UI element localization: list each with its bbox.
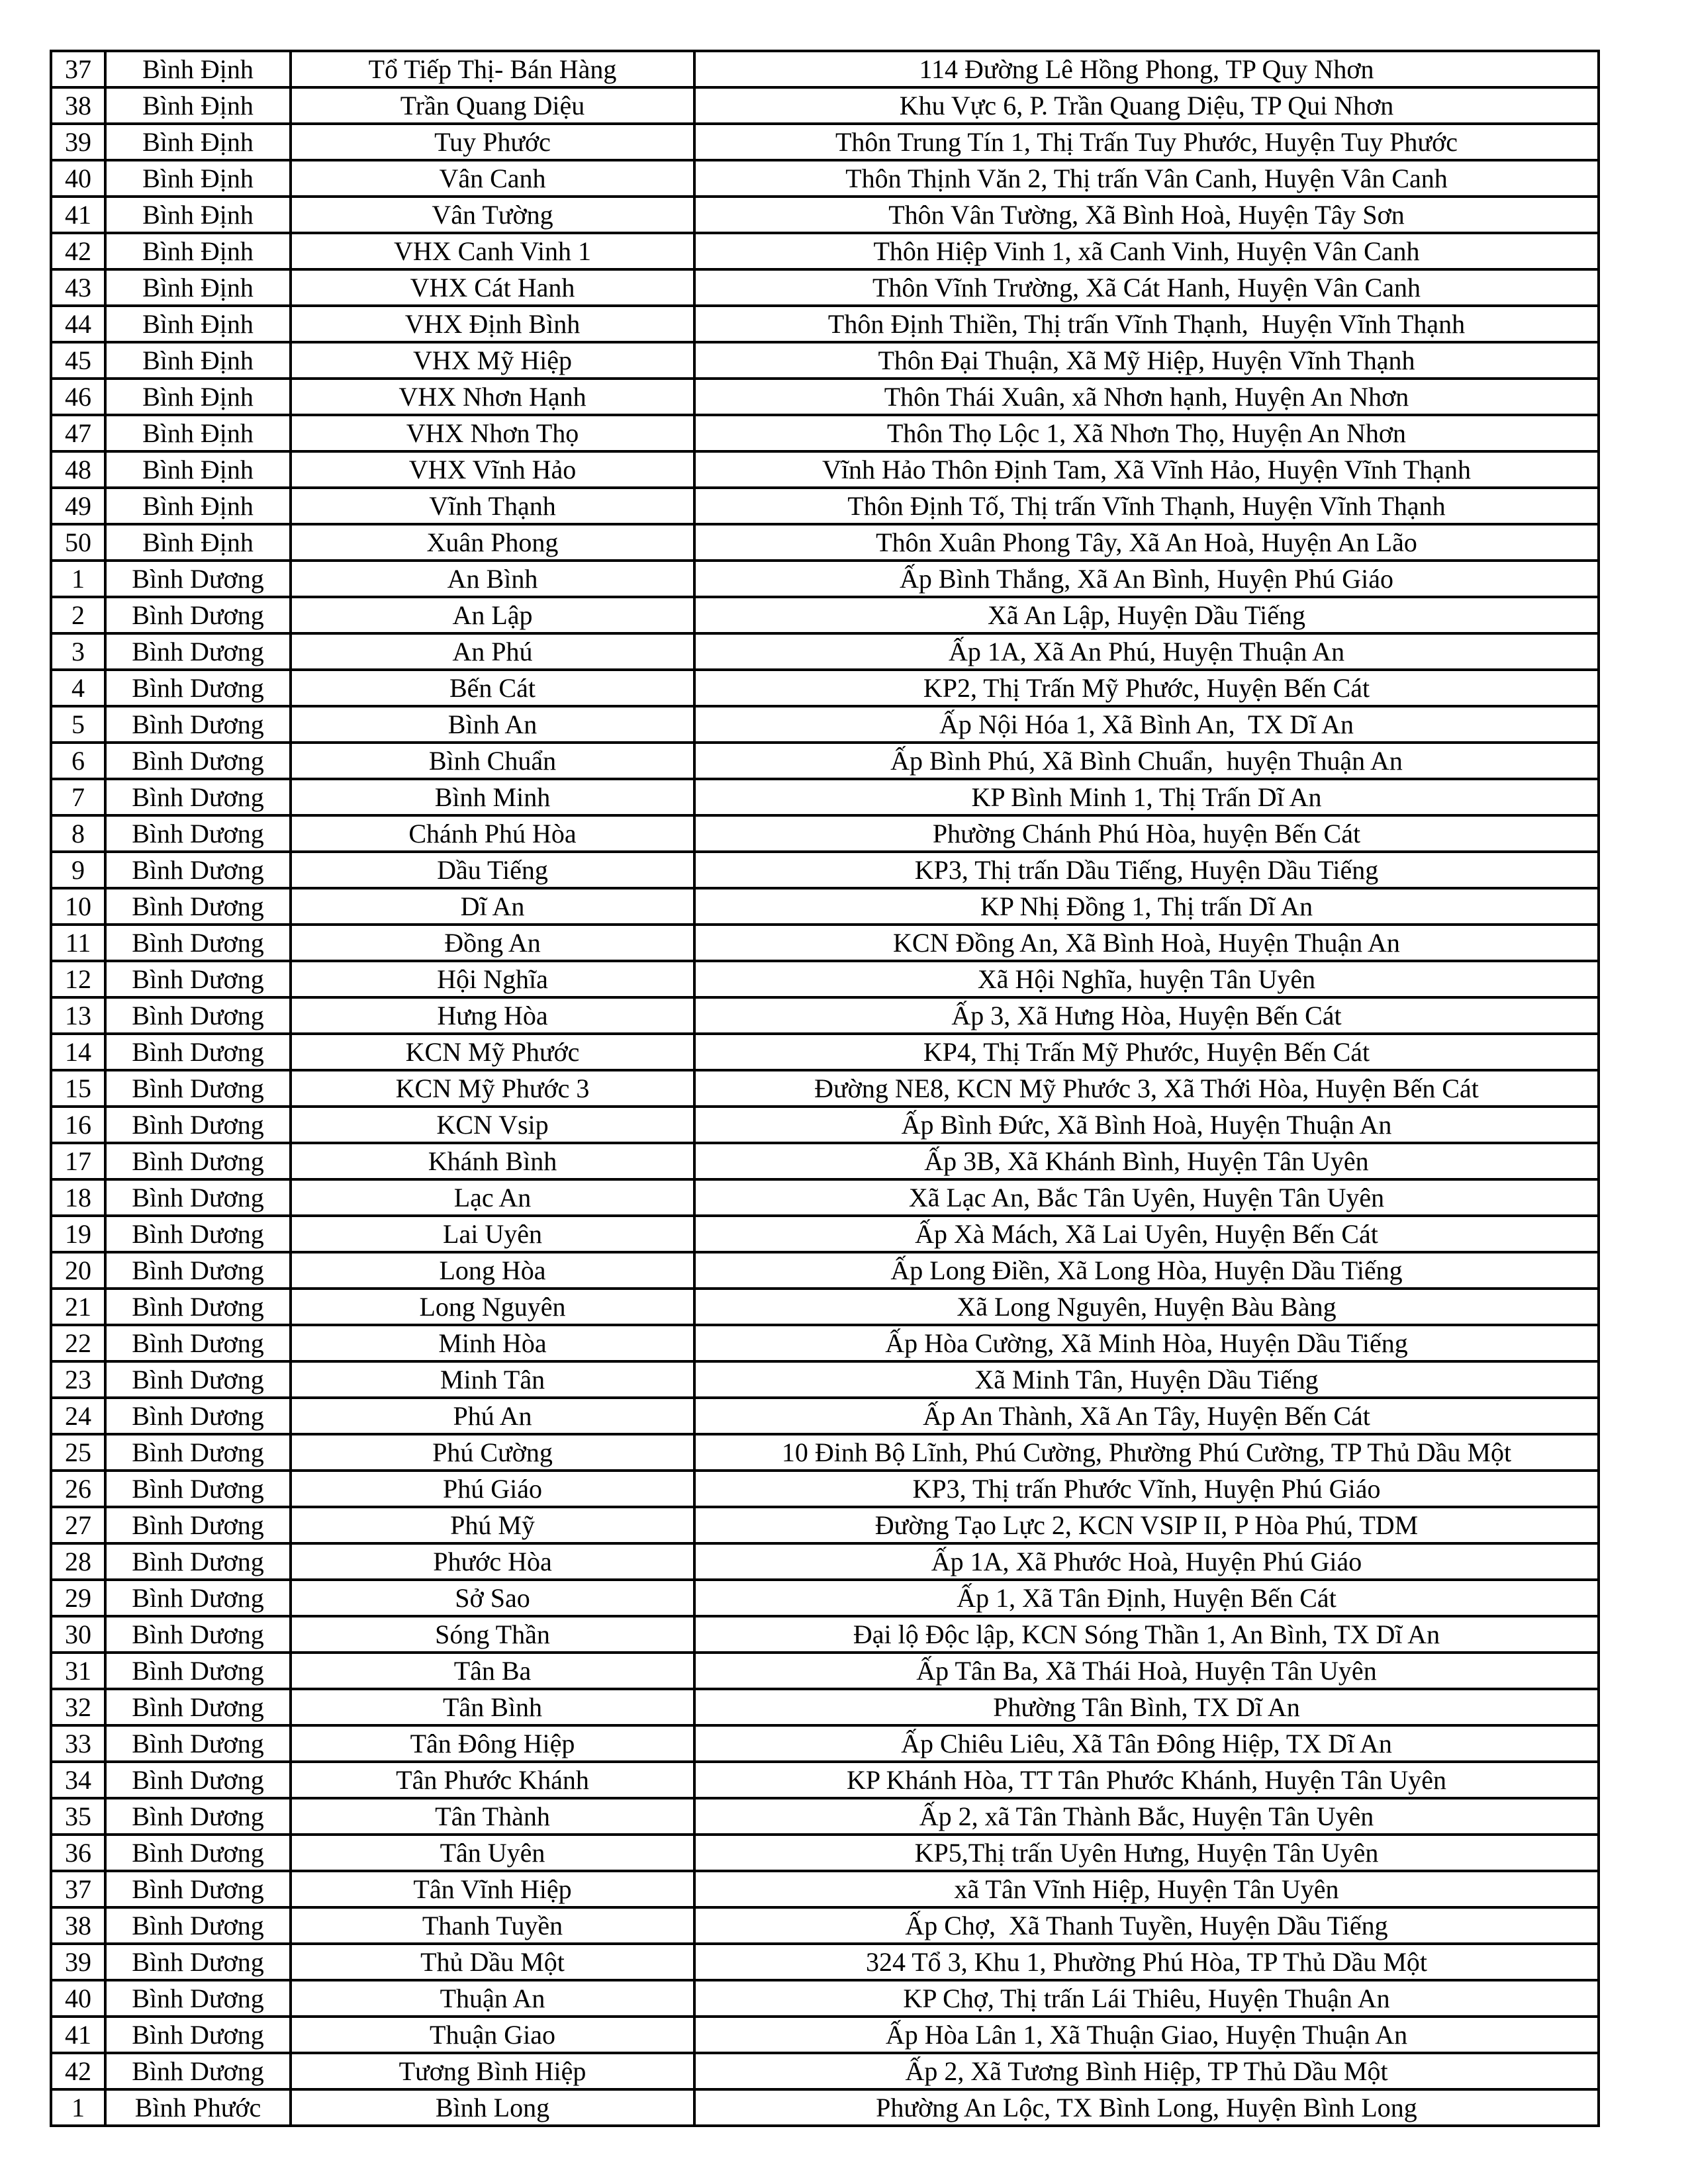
address-cell: Ấp Hòa Cường, Xã Minh Hòa, Huyện Dầu Tiếng	[694, 1325, 1599, 1361]
location-name-cell: KCN Mỹ Phước	[291, 1034, 694, 1070]
address-cell: Ấp Chiêu Liêu, Xã Tân Đông Hiệp, TX Dĩ An	[694, 1725, 1599, 1762]
address-cell: Thôn Hiệp Vinh 1, xã Canh Vinh, Huyện Vân Canh	[694, 233, 1599, 269]
province-cell: Bình Dương	[105, 1361, 291, 1398]
province-cell: Bình Định	[105, 160, 291, 197]
row-index-cell: 19	[51, 1216, 105, 1252]
province-cell: Bình Dương	[105, 1070, 291, 1107]
address-cell: Ấp 1, Xã Tân Định, Huyện Bến Cát	[694, 1580, 1599, 1616]
table-row	[51, 524, 1599, 561]
row-index-cell: 48	[51, 451, 105, 488]
row-index-cell: 20	[51, 1252, 105, 1289]
row-index-cell: 40	[51, 160, 105, 197]
address-cell: Ấp Bình Phú, Xã Bình Chuẩn, huyện Thuận An	[694, 743, 1599, 779]
province-cell: Bình Định	[105, 451, 291, 488]
table-row	[51, 1361, 1599, 1398]
province-cell: Bình Dương	[105, 815, 291, 852]
address-cell: KP Khánh Hòa, TT Tân Phước Khánh, Huyện Tân Uyên	[694, 1762, 1599, 1798]
province-cell: Bình Dương	[105, 1616, 291, 1653]
province-cell: Bình Dương	[105, 888, 291, 925]
location-name-cell: Tân Vĩnh Hiệp	[291, 1871, 694, 1907]
row-index-cell: 39	[51, 124, 105, 160]
row-index-cell: 33	[51, 1725, 105, 1762]
row-index-cell: 7	[51, 779, 105, 815]
row-index-cell: 50	[51, 524, 105, 561]
province-cell: Bình Dương	[105, 743, 291, 779]
row-index-cell: 44	[51, 306, 105, 342]
location-name-cell: VHX Cát Hanh	[291, 269, 694, 306]
table-row	[51, 124, 1599, 160]
table-row	[51, 1289, 1599, 1325]
address-cell: Thôn Định Tố, Thị trấn Vĩnh Thạnh, Huyện Vĩnh Thạnh	[694, 488, 1599, 524]
table-row	[51, 1107, 1599, 1143]
row-index-cell: 14	[51, 1034, 105, 1070]
row-index-cell: 46	[51, 379, 105, 415]
location-name-cell: VHX Định Bình	[291, 306, 694, 342]
location-name-cell: Dầu Tiếng	[291, 852, 694, 888]
table-row	[51, 997, 1599, 1034]
table-row	[51, 743, 1599, 779]
address-cell: Ấp Long Điền, Xã Long Hòa, Huyện Dầu Tiếng	[694, 1252, 1599, 1289]
table-row	[51, 1835, 1599, 1871]
row-index-cell: 21	[51, 1289, 105, 1325]
location-name-cell: VHX Nhơn Hạnh	[291, 379, 694, 415]
table-row	[51, 561, 1599, 597]
table-row	[51, 2017, 1599, 2053]
row-index-cell: 45	[51, 342, 105, 379]
location-name-cell: Hội Nghĩa	[291, 961, 694, 997]
row-index-cell: 47	[51, 415, 105, 451]
location-name-cell: Vân Tường	[291, 197, 694, 233]
province-cell: Bình Định	[105, 124, 291, 160]
province-cell: Bình Dương	[105, 1107, 291, 1143]
table-row	[51, 1507, 1599, 1543]
address-cell: Ấp Hòa Lân 1, Xã Thuận Giao, Huyện Thuận An	[694, 2017, 1599, 2053]
address-cell: Ấp 3, Xã Hưng Hòa, Huyện Bến Cát	[694, 997, 1599, 1034]
province-cell: Bình Dương	[105, 1034, 291, 1070]
location-name-cell: Phú Giáo	[291, 1471, 694, 1507]
location-name-cell: Tân Uyên	[291, 1835, 694, 1871]
address-cell: KP3, Thị trấn Dầu Tiếng, Huyện Dầu Tiếng	[694, 852, 1599, 888]
province-cell: Bình Dương	[105, 1580, 291, 1616]
province-cell: Bình Dương	[105, 1798, 291, 1835]
province-cell: Bình Dương	[105, 670, 291, 706]
location-name-cell: Tuy Phước	[291, 124, 694, 160]
location-name-cell: Thuận An	[291, 1980, 694, 2017]
row-index-cell: 22	[51, 1325, 105, 1361]
address-cell: Thôn Thái Xuân, xã Nhơn hạnh, Huyện An Nhơn	[694, 379, 1599, 415]
location-name-cell: Chánh Phú Hòa	[291, 815, 694, 852]
address-cell: 324 Tổ 3, Khu 1, Phường Phú Hòa, TP Thủ Dầu Một	[694, 1944, 1599, 1980]
location-name-cell: An Lập	[291, 597, 694, 633]
table-row	[51, 1907, 1599, 1944]
address-cell: Ấp Bình Thắng, Xã An Bình, Huyện Phú Giáo	[694, 561, 1599, 597]
table-row	[51, 1616, 1599, 1653]
province-cell: Bình Dương	[105, 1653, 291, 1689]
row-index-cell: 40	[51, 1980, 105, 2017]
location-name-cell: Tân Đông Hiệp	[291, 1725, 694, 1762]
address-cell: Ấp 2, xã Tân Thành Bắc, Huyện Tân Uyên	[694, 1798, 1599, 1835]
table-row	[51, 1034, 1599, 1070]
table-row	[51, 779, 1599, 815]
table-row	[51, 1689, 1599, 1725]
province-cell: Bình Dương	[105, 1398, 291, 1434]
location-name-cell: Tổ Tiếp Thị- Bán Hàng	[291, 51, 694, 87]
address-cell: KP3, Thị trấn Phước Vĩnh, Huyện Phú Giáo	[694, 1471, 1599, 1507]
table-row	[51, 160, 1599, 197]
province-cell: Bình Định	[105, 379, 291, 415]
table-row	[51, 233, 1599, 269]
location-name-cell: Phước Hòa	[291, 1543, 694, 1580]
location-name-cell: Phú An	[291, 1398, 694, 1434]
row-index-cell: 31	[51, 1653, 105, 1689]
address-cell: Khu Vực 6, P. Trần Quang Diệu, TP Qui Nhơn	[694, 87, 1599, 124]
address-cell: KP2, Thị Trấn Mỹ Phước, Huyện Bến Cát	[694, 670, 1599, 706]
table-row	[51, 306, 1599, 342]
province-cell: Bình Dương	[105, 1543, 291, 1580]
province-cell: Bình Dương	[105, 1980, 291, 2017]
address-cell: Vĩnh Hảo Thôn Định Tam, Xã Vĩnh Hảo, Huyện Vĩnh Thạnh	[694, 451, 1599, 488]
province-cell: Bình Dương	[105, 561, 291, 597]
province-cell: Bình Dương	[105, 1434, 291, 1471]
province-cell: Bình Dương	[105, 1762, 291, 1798]
address-cell: xã Tân Vĩnh Hiệp, Huyện Tân Uyên	[694, 1871, 1599, 1907]
table-row	[51, 1471, 1599, 1507]
row-index-cell: 6	[51, 743, 105, 779]
address-cell: Ấp Xà Mách, Xã Lai Uyên, Huyện Bến Cát	[694, 1216, 1599, 1252]
row-index-cell: 37	[51, 51, 105, 87]
address-cell: Xã Lạc An, Bắc Tân Uyên, Huyện Tân Uyên	[694, 1179, 1599, 1216]
location-name-cell: Bình An	[291, 706, 694, 743]
table-row	[51, 1543, 1599, 1580]
table-row	[51, 1944, 1599, 1980]
province-cell: Bình Dương	[105, 1907, 291, 1944]
location-name-cell: Lạc An	[291, 1179, 694, 1216]
row-index-cell: 28	[51, 1543, 105, 1580]
row-index-cell: 42	[51, 233, 105, 269]
table-row	[51, 1143, 1599, 1179]
province-cell: Bình Dương	[105, 1471, 291, 1507]
province-cell: Bình Dương	[105, 1725, 291, 1762]
row-index-cell: 1	[51, 561, 105, 597]
row-index-cell: 37	[51, 1871, 105, 1907]
table-row	[51, 670, 1599, 706]
row-index-cell: 34	[51, 1762, 105, 1798]
address-cell: Ấp Bình Đức, Xã Bình Hoà, Huyện Thuận An	[694, 1107, 1599, 1143]
province-cell: Bình Dương	[105, 1871, 291, 1907]
address-cell: KP Nhị Đồng 1, Thị trấn Dĩ An	[694, 888, 1599, 925]
province-cell: Bình Định	[105, 306, 291, 342]
location-name-cell: Bình Long	[291, 2089, 694, 2126]
address-cell: Ấp Chợ, Xã Thanh Tuyền, Huyện Dầu Tiếng	[694, 1907, 1599, 1944]
row-index-cell: 36	[51, 1835, 105, 1871]
row-index-cell: 27	[51, 1507, 105, 1543]
table-row	[51, 1871, 1599, 1907]
row-index-cell: 49	[51, 488, 105, 524]
location-name-cell: VHX Nhơn Thọ	[291, 415, 694, 451]
table-row	[51, 633, 1599, 670]
location-name-cell: Tân Thành	[291, 1798, 694, 1835]
address-cell: Đường Tạo Lực 2, KCN VSIP II, P Hòa Phú, TDM	[694, 1507, 1599, 1543]
address-cell: Ấp 3B, Xã Khánh Bình, Huyện Tân Uyên	[694, 1143, 1599, 1179]
table-row	[51, 451, 1599, 488]
address-cell: Phường Chánh Phú Hòa, huyện Bến Cát	[694, 815, 1599, 852]
province-cell: Bình Định	[105, 524, 291, 561]
row-index-cell: 38	[51, 1907, 105, 1944]
address-cell: Ấp 2, Xã Tương Bình Hiệp, TP Thủ Dầu Một	[694, 2053, 1599, 2089]
location-name-cell: Long Hòa	[291, 1252, 694, 1289]
address-cell: Xã An Lập, Huyện Dầu Tiếng	[694, 597, 1599, 633]
address-cell: 10 Đinh Bộ Lĩnh, Phú Cường, Phường Phú Cường, TP Thủ Dầu Một	[694, 1434, 1599, 1471]
row-index-cell: 30	[51, 1616, 105, 1653]
address-cell: KCN Đồng An, Xã Bình Hoà, Huyện Thuận An	[694, 925, 1599, 961]
table-row	[51, 815, 1599, 852]
address-cell: Ấp Tân Ba, Xã Thái Hoà, Huyện Tân Uyên	[694, 1653, 1599, 1689]
province-cell: Bình Dương	[105, 1143, 291, 1179]
province-cell: Bình Dương	[105, 2017, 291, 2053]
province-cell: Bình Dương	[105, 1179, 291, 1216]
location-name-cell: Minh Hòa	[291, 1325, 694, 1361]
table-row	[51, 1653, 1599, 1689]
province-cell: Bình Định	[105, 488, 291, 524]
address-cell: Phường An Lộc, TX Bình Long, Huyện Bình Long	[694, 2089, 1599, 2126]
table-row	[51, 488, 1599, 524]
row-index-cell: 41	[51, 197, 105, 233]
table-row	[51, 51, 1599, 87]
row-index-cell: 43	[51, 269, 105, 306]
table-row	[51, 1398, 1599, 1434]
address-cell: 114 Đường Lê Hồng Phong, TP Quy Nhơn	[694, 51, 1599, 87]
province-cell: Bình Dương	[105, 1216, 291, 1252]
province-cell: Bình Dương	[105, 1507, 291, 1543]
province-cell: Bình Phước	[105, 2089, 291, 2126]
row-index-cell: 13	[51, 997, 105, 1034]
address-cell: KP Bình Minh 1, Thị Trấn Dĩ An	[694, 779, 1599, 815]
table-row	[51, 1434, 1599, 1471]
table-row	[51, 415, 1599, 451]
location-name-cell: Sóng Thần	[291, 1616, 694, 1653]
province-cell: Bình Dương	[105, 961, 291, 997]
province-cell: Bình Dương	[105, 633, 291, 670]
table-row	[51, 87, 1599, 124]
location-name-cell: Bình Chuẩn	[291, 743, 694, 779]
row-index-cell: 38	[51, 87, 105, 124]
row-index-cell: 3	[51, 633, 105, 670]
province-cell: Bình Định	[105, 342, 291, 379]
address-cell: Thôn Thọ Lộc 1, Xã Nhơn Thọ, Huyện An Nhơn	[694, 415, 1599, 451]
province-cell: Bình Định	[105, 415, 291, 451]
address-cell: KP Chợ, Thị trấn Lái Thiêu, Huyện Thuận An	[694, 1980, 1599, 2017]
address-cell: Thôn Xuân Phong Tây, Xã An Hoà, Huyện An Lão	[694, 524, 1599, 561]
location-name-cell: Vĩnh Thạnh	[291, 488, 694, 524]
locations-table	[50, 50, 1600, 2127]
address-cell: Phường Tân Bình, TX Dĩ An	[694, 1689, 1599, 1725]
location-name-cell: Long Nguyên	[291, 1289, 694, 1325]
row-index-cell: 12	[51, 961, 105, 997]
location-name-cell: Đồng An	[291, 925, 694, 961]
location-name-cell: Xuân Phong	[291, 524, 694, 561]
row-index-cell: 15	[51, 1070, 105, 1107]
address-cell: KP4, Thị Trấn Mỹ Phước, Huyện Bến Cát	[694, 1034, 1599, 1070]
location-name-cell: Tân Phước Khánh	[291, 1762, 694, 1798]
province-cell: Bình Định	[105, 269, 291, 306]
row-index-cell: 5	[51, 706, 105, 743]
table-row	[51, 1580, 1599, 1616]
row-index-cell: 18	[51, 1179, 105, 1216]
location-name-cell: Dĩ An	[291, 888, 694, 925]
table-row	[51, 888, 1599, 925]
location-name-cell: Trần Quang Diệu	[291, 87, 694, 124]
table-row	[51, 706, 1599, 743]
province-cell: Bình Dương	[105, 1944, 291, 1980]
address-cell: Đường NE8, KCN Mỹ Phước 3, Xã Thới Hòa, Huyện Bến Cát	[694, 1070, 1599, 1107]
location-name-cell: Lai Uyên	[291, 1216, 694, 1252]
location-name-cell: VHX Vĩnh Hảo	[291, 451, 694, 488]
address-cell: Thôn Vân Tường, Xã Bình Hoà, Huyện Tây Sơn	[694, 197, 1599, 233]
table-row	[51, 1980, 1599, 2017]
location-name-cell: Tân Bình	[291, 1689, 694, 1725]
address-cell: Thôn Thịnh Văn 2, Thị trấn Vân Canh, Huyện Vân Canh	[694, 160, 1599, 197]
row-index-cell: 26	[51, 1471, 105, 1507]
location-name-cell: Phú Cường	[291, 1434, 694, 1471]
address-cell: KP5,Thị trấn Uyên Hưng, Huyện Tân Uyên	[694, 1835, 1599, 1871]
row-index-cell: 25	[51, 1434, 105, 1471]
province-cell: Bình Dương	[105, 597, 291, 633]
location-name-cell: Thanh Tuyền	[291, 1907, 694, 1944]
province-cell: Bình Dương	[105, 1835, 291, 1871]
table-row	[51, 597, 1599, 633]
row-index-cell: 4	[51, 670, 105, 706]
row-index-cell: 2	[51, 597, 105, 633]
province-cell: Bình Dương	[105, 706, 291, 743]
table-row	[51, 1325, 1599, 1361]
table-row	[51, 2053, 1599, 2089]
location-name-cell: Thuận Giao	[291, 2017, 694, 2053]
table-row	[51, 342, 1599, 379]
location-name-cell: VHX Mỹ Hiệp	[291, 342, 694, 379]
table-row	[51, 1762, 1599, 1798]
location-name-cell: Hưng Hòa	[291, 997, 694, 1034]
row-index-cell: 23	[51, 1361, 105, 1398]
location-name-cell: Sở Sao	[291, 1580, 694, 1616]
row-index-cell: 11	[51, 925, 105, 961]
location-name-cell: Tân Ba	[291, 1653, 694, 1689]
table-row	[51, 1252, 1599, 1289]
row-index-cell: 9	[51, 852, 105, 888]
location-name-cell: An Bình	[291, 561, 694, 597]
row-index-cell: 10	[51, 888, 105, 925]
location-name-cell: Bình Minh	[291, 779, 694, 815]
table-row	[51, 925, 1599, 961]
table-body	[51, 51, 1599, 2126]
province-cell: Bình Dương	[105, 1289, 291, 1325]
table-row	[51, 1216, 1599, 1252]
table-row	[51, 2089, 1599, 2126]
province-cell: Bình Định	[105, 233, 291, 269]
row-index-cell: 39	[51, 1944, 105, 1980]
table-row	[51, 1798, 1599, 1835]
address-cell: Ấp 1A, Xã Phước Hoà, Huyện Phú Giáo	[694, 1543, 1599, 1580]
address-cell: Ấp 1A, Xã An Phú, Huyện Thuận An	[694, 633, 1599, 670]
address-cell: Thôn Vĩnh Trường, Xã Cát Hanh, Huyện Vân Canh	[694, 269, 1599, 306]
table-row	[51, 1179, 1599, 1216]
province-cell: Bình Dương	[105, 1252, 291, 1289]
province-cell: Bình Định	[105, 197, 291, 233]
province-cell: Bình Dương	[105, 852, 291, 888]
address-cell: Ấp An Thành, Xã An Tây, Huyện Bến Cát	[694, 1398, 1599, 1434]
table-row	[51, 269, 1599, 306]
address-cell: Xã Long Nguyên, Huyện Bàu Bàng	[694, 1289, 1599, 1325]
table-row	[51, 1070, 1599, 1107]
location-name-cell: Thủ Dầu Một	[291, 1944, 694, 1980]
location-name-cell: Vân Canh	[291, 160, 694, 197]
province-cell: Bình Định	[105, 87, 291, 124]
table-row	[51, 852, 1599, 888]
location-name-cell: Minh Tân	[291, 1361, 694, 1398]
row-index-cell: 35	[51, 1798, 105, 1835]
province-cell: Bình Dương	[105, 779, 291, 815]
province-cell: Bình Dương	[105, 925, 291, 961]
row-index-cell: 32	[51, 1689, 105, 1725]
row-index-cell: 16	[51, 1107, 105, 1143]
province-cell: Bình Định	[105, 51, 291, 87]
address-cell: Thôn Định Thiền, Thị trấn Vĩnh Thạnh, Huyện Vĩnh Thạnh	[694, 306, 1599, 342]
location-name-cell: Bến Cát	[291, 670, 694, 706]
location-name-cell: Tương Bình Hiệp	[291, 2053, 694, 2089]
address-cell: Ấp Nội Hóa 1, Xã Bình An, TX Dĩ An	[694, 706, 1599, 743]
table-row	[51, 1725, 1599, 1762]
row-index-cell: 17	[51, 1143, 105, 1179]
location-name-cell: Khánh Bình	[291, 1143, 694, 1179]
row-index-cell: 24	[51, 1398, 105, 1434]
row-index-cell: 41	[51, 2017, 105, 2053]
address-cell: Thôn Đại Thuận, Xã Mỹ Hiệp, Huyện Vĩnh Thạnh	[694, 342, 1599, 379]
address-cell: Xã Hội Nghĩa, huyện Tân Uyên	[694, 961, 1599, 997]
row-index-cell: 29	[51, 1580, 105, 1616]
table-row	[51, 961, 1599, 997]
province-cell: Bình Dương	[105, 1689, 291, 1725]
location-name-cell: KCN Vsip	[291, 1107, 694, 1143]
row-index-cell: 1	[51, 2089, 105, 2126]
table-row	[51, 197, 1599, 233]
table-row	[51, 379, 1599, 415]
address-cell: Đại lộ Độc lập, KCN Sóng Thần 1, An Bình, TX Dĩ An	[694, 1616, 1599, 1653]
location-name-cell: An Phú	[291, 633, 694, 670]
province-cell: Bình Dương	[105, 997, 291, 1034]
location-name-cell: Phú Mỹ	[291, 1507, 694, 1543]
address-cell: Xã Minh Tân, Huyện Dầu Tiếng	[694, 1361, 1599, 1398]
location-name-cell: VHX Canh Vinh 1	[291, 233, 694, 269]
province-cell: Bình Dương	[105, 2053, 291, 2089]
row-index-cell: 8	[51, 815, 105, 852]
row-index-cell: 42	[51, 2053, 105, 2089]
province-cell: Bình Dương	[105, 1325, 291, 1361]
address-cell: Thôn Trung Tín 1, Thị Trấn Tuy Phước, Huyện Tuy Phước	[694, 124, 1599, 160]
location-name-cell: KCN Mỹ Phước 3	[291, 1070, 694, 1107]
